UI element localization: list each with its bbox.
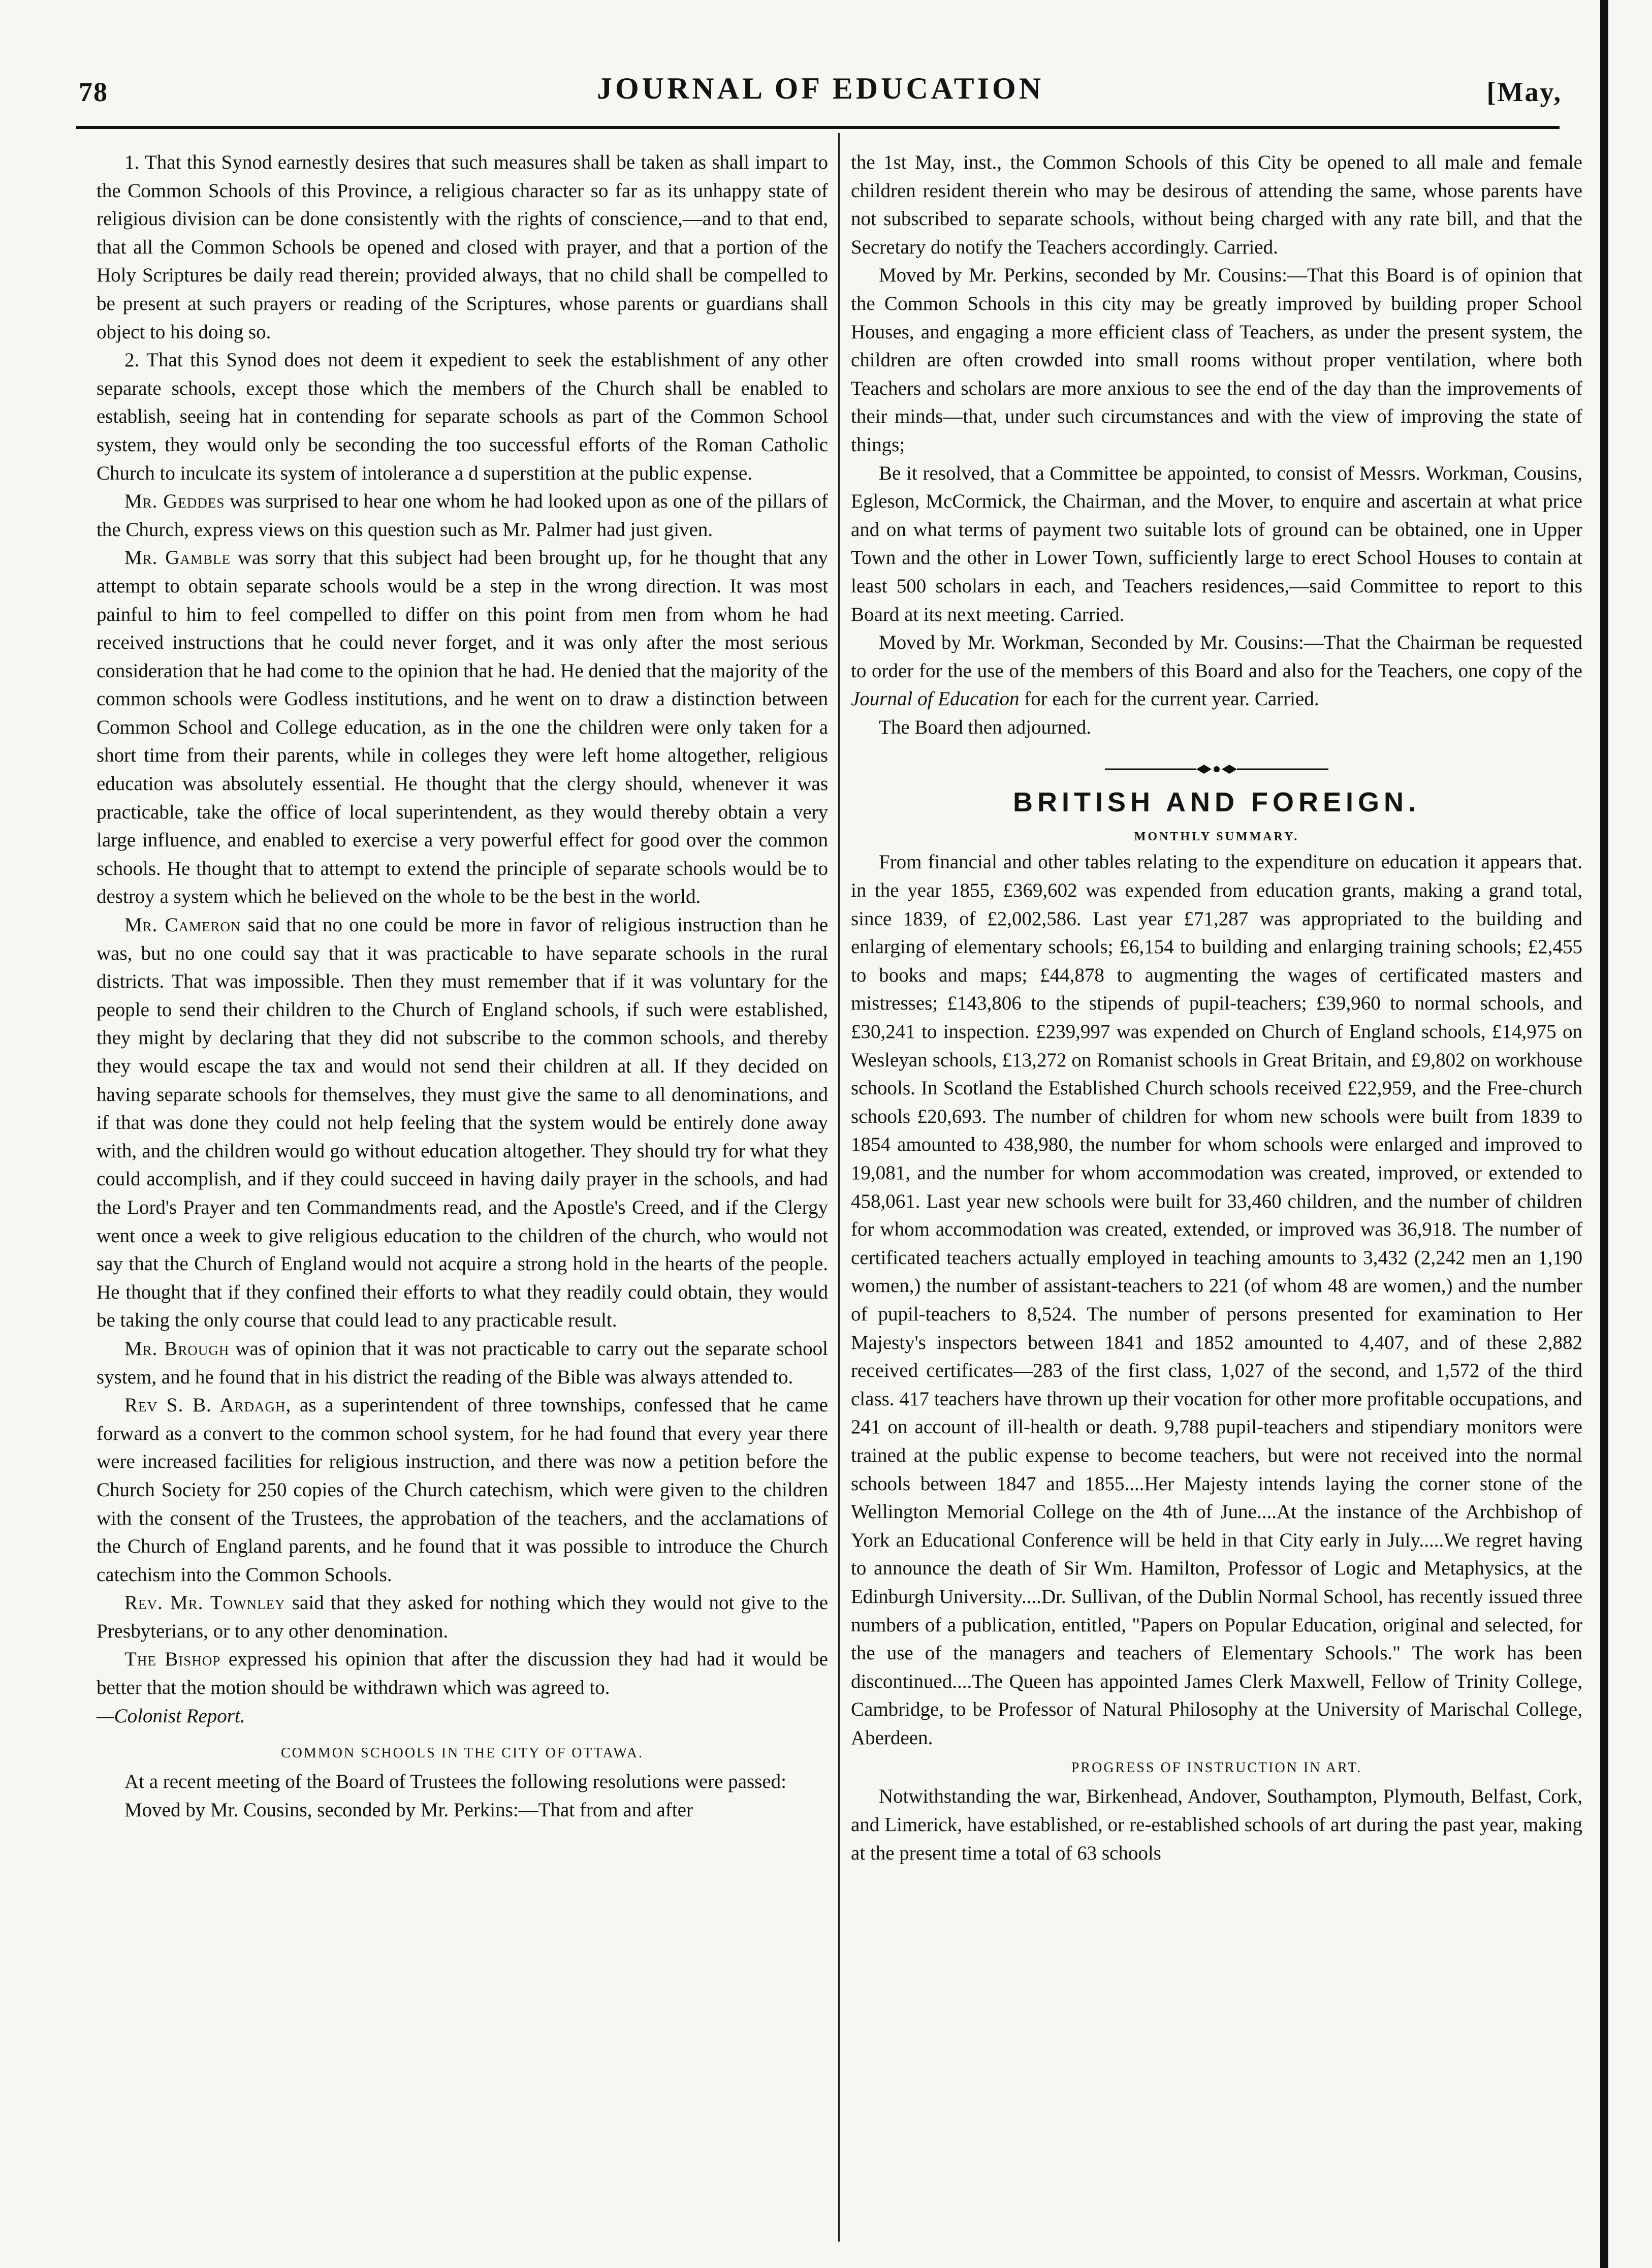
speaker-name: Rev S. B. Ardagh,: [124, 1394, 292, 1416]
source-citation: —Colonist Report.: [97, 1705, 245, 1727]
ottawa-section-heading: COMMON SCHOOLS IN THE CITY OF OTTAWA.: [281, 1745, 644, 1761]
speaker-name: Mr. Brough: [124, 1337, 230, 1360]
speech-text: expressed his opinion that after the discussion they had had it would be better that the motion should be withdrawn which was agreed to.: [97, 1648, 828, 1699]
motion-continuation: the 1st May, inst., the Common Schools of this City be opened to all male and female children resident therein who may be desirous of attending the same, whose parents have not subscribed to separate schools, without being charged with any rate bill, and that the Secretary do notify the Teachers accordingly. Carried.: [851, 151, 1582, 258]
bishop-paragraph: [97, 1645, 828, 1702]
british-foreign-heading: BRITISH AND FOREIGN.: [1012, 787, 1420, 818]
monthly-summary-heading: MONTHLY SUMMARY.: [1134, 830, 1299, 844]
committee-resolution: Be it resolved, that a Committee be appointed, to consist of Messrs. Workman, Cousins, Egleson, McCormick, the Chairman, and the Mover, to enquire and ascertain at what price and on what terms of payment two suitable lots of ground can be obtained, one in Upper Town and the other in Lower Town, sufficiently large to erect School Houses to contain at least 500 scholars in each, and Teachers residences,—said Committee to report to this Board at its next meeting. Carried.: [851, 462, 1582, 625]
art-paragraph: Notwithstanding the war, Birkenhead, Andover, Southampton, Plymouth, Belfast, Cork, and Limerick, have established, or re-established schools of art during the past year, making at the present time a total of 63 schools: [851, 1785, 1582, 1864]
speaker-name: Mr. Gamble: [124, 547, 231, 569]
speech-text: as a superintendent of three townships, confessed that he came forward as a convert to the common school system, for he had found that every year there were increased facilities for religious instruction, and there was now a petition before the Church Society for 250 copies of the Church catechism, which were given to the children with the consent of the Trustees, the approbation of the teachers, and the acclamations of the Church of England parents, and he found that it was possible to introduce the Church catechism into the Common Schools.: [97, 1394, 828, 1586]
speaker-name: Rev. Mr. Townley: [124, 1592, 285, 1614]
speaker-name: Mr. Geddes: [124, 490, 225, 513]
motion-text-end: for each for the current year. Carried.: [1024, 688, 1319, 710]
art-section-heading: PROGRESS OF INSTRUCTION IN ART.: [1071, 1760, 1362, 1776]
board-adjourned: The Board then adjourned.: [879, 716, 1092, 738]
cameron-paragraph: [97, 911, 828, 1335]
page-number: 78: [79, 77, 108, 107]
motion-text: Moved by Mr. Workman, Seconded by Mr. Cousins:—That the Chairman be requested to order for the use of the members of this Board and also for the Teachers, one copy of the: [851, 632, 1582, 682]
section-divider-ornament: [1100, 761, 1333, 778]
page-edge-line: [1600, 0, 1608, 2268]
right-column: [851, 148, 1582, 1867]
brough-paragraph: [97, 1335, 828, 1391]
speech-text: said that they asked for nothing which they would not give to the Presbyterians, or to any other denomination.: [97, 1592, 829, 1642]
synod-resolution-1: 1. That this Synod earnestly desires that such measures shall be taken as shall impart to the Common Schools of this Province, a religious character so far as its unhappy state of religious division can be done consistently with the rights of conscience,—and to that end, that all the Common Schools be opened and closed with prayer, and that a portion of the Holy Scriptures be daily read therein; provided always, that no child shall be compelled to be present at such prayers or reading of the Scriptures, whose parents or guardians shall object to his doing so.: [97, 151, 828, 343]
townley-paragraph: [97, 1589, 828, 1645]
speaker-name: The Bishop: [124, 1648, 221, 1671]
journal-title: JOURNAL OF EDUCATION: [596, 72, 1044, 105]
page-header: [79, 71, 1562, 132]
journal-name: Journal of Education: [851, 688, 1020, 710]
speech-text: said that no one could be more in favor of religious instruction than he was, but no one could say that it was practicable to have separate schools in the rural districts. That was impossible. Then they must remember that if it was voluntary for the people to send their children to the Church of England schools, if such were established, they might by declaring that they did not subscribe to the common schools, and thereby they would escape the tax and would not send their children at all. If they decided on having separate schools for themselves, they must give the same to all denominations, and if that was done they could not help feeling that the system would be entirely done away with, and the children would go without education altogether. They should try for what they could accomplish, and if they could succeed in having daily prayer in the schools, and had the Lord's Prayer and ten Commandments read, and the Apostle's Creed, and if the Clergy went once a week to give religious education to the children of the church, who would not say that the Church of England would not acquire a strong hold in the hearts of the people. He thought that if they confined their efforts to what they readily could obtain, they would be taking the only course that could lead to any practicable result.: [97, 914, 829, 1332]
gamble-paragraph: [97, 544, 828, 911]
perkins-motion: Moved by Mr. Perkins, seconded by Mr. Cousins:—That this Board is of opinion that the Common Schools in this city may be greatly improved by building proper School Houses, and engaging a more efficient class of Teachers, as under the present system, the children are often crowded into small rooms without proper ventilation, where both Teachers and scholars are more anxious to see the end of the day than the improvements of their minds—that, under such circumstances and with the view of improving the state of things;: [851, 264, 1582, 456]
header-rule: [76, 126, 1560, 129]
column-divider: [838, 133, 840, 2242]
running-head-month: [May,: [1486, 77, 1562, 107]
ottawa-motion-start: Moved by Mr. Cousins, seconded by Mr. Perkins:—That from and after: [124, 1799, 693, 1821]
ardagh-paragraph: [97, 1391, 828, 1589]
ottawa-intro: At a recent meeting of the Board of Trustees the following resolutions were passed:: [124, 1771, 786, 1793]
summary-paragraph: From financial and other tables relating to the expenditure on education it appears that. in the year 1855, £369,602 was expended from education grants, making a grand total, since 1839, of £2,002,586. Last year £71,287 was appropriated to the building and enlarging of elementary schools; £6,154 to building and enlarging training schools; £2,455 to books and maps; £44,878 to augmenting the wages of certificated masters and mistresses; £143,806 to the stipends of pupil-teachers; £39,960 to normal schools, and £30,241 to inspection. £239,997 was expended on Church of England schools, £14,975 on Wesleyan schools, £13,272 on Romanist schools in Great Britain, and £9,802 on workhouse schools. In Scotland the Established Church schools received £22,959, and the Free-church schools £20,693. The number of children for whom new schools were built from 1839 to 1854 amounted to 438,980, the number for whom schools were enlarged and improved to 19,081, and the number for whom accommodation was created, improved, or extended to 458,061. Last year new schools were built for 33,460 children, and the number of children for whom accommodation was created, extended, or improved was 36,918. The number of certificated teachers actually employed in teaching amounts to 3,432 (2,242 men an 1,190 women,) the number of assistant-teachers to 221 (of whom 48 are women,) and the number of pupil-teachers to 8,524. The number of persons presented for examination to Her Majesty's inspectors between 1841 and 1852 amounted to 4,407, and of these 2,882 received certificates—283 of the first class, 1,027 of the second, and 1,572 of the third class. 417 teachers have thrown up their vocation for other more profitable occupations, and 241 on account of ill-health or death. 9,788 pupil-teachers and stipendiary monitors were trained at the public expense to become teachers, but were not received into the normal schools between 1847 and 1855....Her Majesty intends laying the corner stone of the Wellington Memorial College on the 4th of June....At the instance of the Archbishop of York an Educational Conference will be held in that City early in July.....We regret having to announce the death of Sir Wm. Hamilton, Professor of Logic and Metaphysics, at the Edinburgh University....Dr. Sullivan, of the Dublin Normal School, has recently issued three numbers of a publication, entitled, "Papers on Popular Education, original and selected, for the use of the managers and teachers of Elementary Schools." The work has been discontinued....The Queen has appointed James Clerk Maxwell, Fellow of Trinity College, Cambridge, to be Professor of Natural Philosophy at the University of Marischal College, Aberdeen.: [851, 851, 1582, 1749]
speech-text: was sorry that this subject had been brought up, for he thought that any attempt to obtain separate schools would be a step in the wrong direction. It was most painful to him to feel compelled to differ on this point from men from whom he had received instructions that he could never forget, and it was only after the most serious consideration that he had come to the opinion that he had. He denied that the majority of the common schools were Godless institutions, and he went on to draw a distinction between Common School and College education, as in the one the children were only taken for a short time from their parents, while in colleges they were left home altogether, religious education was absolutely essential. He thought that the clergy should, whenever it was practicable, take the office of local superintendent, as they would thereby obtain a very large influence, and enabled to exercise a very powerful effect for good over the common schools. He thought that to attempt to extend the principle of separate schools would be to destroy a system which he believed on the whole to be the best in the world.: [97, 547, 828, 908]
geddes-paragraph: [97, 487, 828, 544]
speech-text: was of opinion that it was not practicable to carry out the separate school system, and he found that in his district the reading of the Bible was always attended to.: [97, 1337, 829, 1388]
speech-text: was surprised to hear one whom he had looked upon as one of the pillars of the Church, express views on this question such as Mr. Palmer had just given.: [97, 490, 829, 541]
left-column: [97, 148, 828, 1824]
synod-resolution-2: 2. That this Synod does not deem it expedient to seek the establishment of any other separate schools, except those which the members of the Church shall be enabled to establish, seeing hat in contending for separate schools as part of the Common School system, they would only be seconding the too successful efforts of the Roman Catholic Church to inculcate its system of intolerance a d superstition at the public expense.: [97, 349, 828, 484]
workman-motion: [851, 628, 1582, 713]
speaker-name: Mr. Cameron: [124, 914, 241, 936]
